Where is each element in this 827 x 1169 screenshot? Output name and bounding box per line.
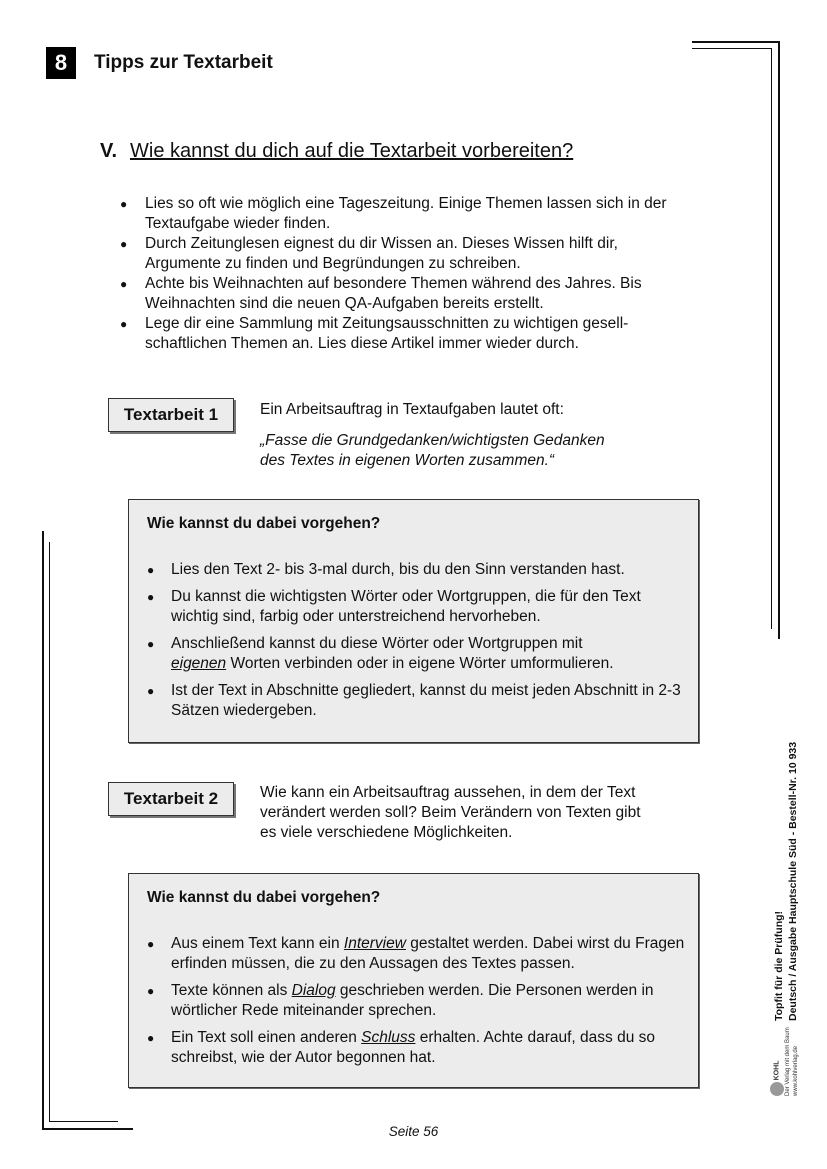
- textarbeit-2-description: Wie kann ein Arbeitsauftrag aussehen, in dem der Text verändert werden soll? Beim Verändern von Texten gibt es viele verschiedene Möglichkeiten.: [260, 784, 641, 841]
- step-emphasis: Schluss: [361, 1029, 416, 1046]
- textarbeit-1-box: [128, 499, 699, 743]
- textarbeit-2-label: Textarbeit 2: [108, 782, 234, 816]
- step-text: Anschließend kannst du diese Wörter oder Wortgruppen mit: [171, 635, 583, 652]
- step-text: Texte können als: [171, 982, 288, 999]
- step-text: geschrieben werden. Die Personen werden in wörtlicher Rede miteinander sprechen.: [171, 982, 654, 1019]
- textarbeit-1-box-title: Wie kannst du dabei vorgehen?: [147, 515, 381, 532]
- sidebar-text: [772, 742, 800, 1021]
- frame-line-right: [778, 41, 780, 639]
- page-number: Seite 56: [388, 1124, 439, 1139]
- sidebar-imprint: [770, 706, 816, 1096]
- textarbeit-1-steps: [147, 560, 687, 728]
- intro-bullet: ● Achte bis Weihnachten auf besondere Themen während des Jahres. Bis Weihnachten sind die neuen QA-Aufgaben bereits erstellt.: [120, 274, 680, 314]
- section-title: Wie kannst du dich auf die Textarbeit vorbereiten?: [130, 140, 574, 162]
- publisher-url: www.kohlverlag.de: [793, 1045, 799, 1096]
- step-item: ● Du kannst die wichtigsten Wörter oder Wortgruppen, die für den Text wichtig sind, farbig oder unterstreichend hervorheben.: [147, 587, 687, 627]
- step-item: ● Lies den Text 2- bis 3-mal durch, bis du den Sinn verstanden hast.: [147, 560, 687, 580]
- step-item: [147, 634, 687, 674]
- step-emphasis: Dialog: [291, 982, 336, 999]
- step-text: gestaltet werden. Dabei wirst du Fragen erfinden müssen, die zu den Aussagen des Textes passen.: [171, 935, 685, 972]
- step-text: Worten verbinden oder in eigene Wörter umformulieren.: [230, 655, 614, 672]
- textarbeit-2-steps: [147, 934, 687, 1075]
- frame-line-left-inner: [49, 542, 50, 1122]
- step-emphasis: eigenen: [171, 655, 227, 672]
- intro-bullet: ● Lies so oft wie möglich eine Tageszeitung. Einige Themen lassen sich in der Textaufgabe wieder finden.: [120, 194, 680, 234]
- step-text: Ein Text soll einen anderen: [171, 1029, 357, 1046]
- chapter-number: 8: [46, 47, 76, 79]
- step-item: [147, 1028, 687, 1068]
- frame-line-right-inner: [771, 48, 772, 629]
- intro-bullet: ● Durch Zeitunglesen eignest du dir Wissen an. Dieses Wissen hilft dir, Argumente zu finden und Begründungen zu schreiben.: [120, 234, 680, 274]
- frame-line-bottom-inner: [49, 1121, 118, 1122]
- step-item: [147, 981, 687, 1021]
- publisher-logo: [770, 1026, 800, 1096]
- publisher-tagline: Der Verlag mit dem Baum: [785, 1027, 791, 1096]
- textarbeit-1-description: [260, 400, 680, 471]
- sidebar-line-1: Topfit für die Prüfung!: [773, 910, 785, 1021]
- textarbeit-2-box: [128, 873, 699, 1088]
- step-item: ● Ist der Text in Abschnitte gegliedert, kannst du meist jeden Abschnitt in 2-3 Sätzen wiedergeben.: [147, 681, 687, 721]
- step-text: Aus einem Text kann ein: [171, 935, 340, 952]
- tree-icon: [770, 1082, 784, 1096]
- intro-bullet: ● Lege dir eine Sammlung mit Zeitungsausschnitten zu wichtigen gesell-schaftlichen Themen an. Lies diese Artikel immer wieder durch.: [120, 314, 680, 354]
- step-text: erhalten. Achte darauf, dass du so schreibst, wie der Autor begonnen hat.: [171, 1029, 655, 1066]
- textarbeit-1-quote-line-1: „Fasse die Grundgedanken/wichtigsten Gedanken: [260, 432, 605, 449]
- frame-line-top-right: [692, 41, 780, 43]
- chapter-title: Tipps zur Textarbeit: [94, 52, 273, 73]
- sidebar-line-2: Deutsch / Ausgabe Hauptschule Süd - Bestell-Nr. 10 933: [787, 741, 799, 1021]
- textarbeit-1-intro: Ein Arbeitsauftrag in Textaufgaben lautet oft:: [260, 401, 564, 418]
- textarbeit-1-label: Textarbeit 1: [108, 398, 234, 432]
- intro-bullet-list: [120, 194, 680, 354]
- frame-line-top-right-inner: [692, 48, 772, 49]
- textarbeit-1-quote-line-2: des Textes in eigenen Worten zusammen.“: [260, 452, 555, 469]
- step-emphasis: Interview: [343, 935, 406, 952]
- section-number: V.: [100, 140, 118, 162]
- textarbeit-2-box-title: Wie kannst du dabei vorgehen?: [147, 889, 381, 906]
- step-item: [147, 934, 687, 974]
- publisher-name: KOHL: [773, 1060, 781, 1081]
- frame-line-left: [42, 531, 44, 1130]
